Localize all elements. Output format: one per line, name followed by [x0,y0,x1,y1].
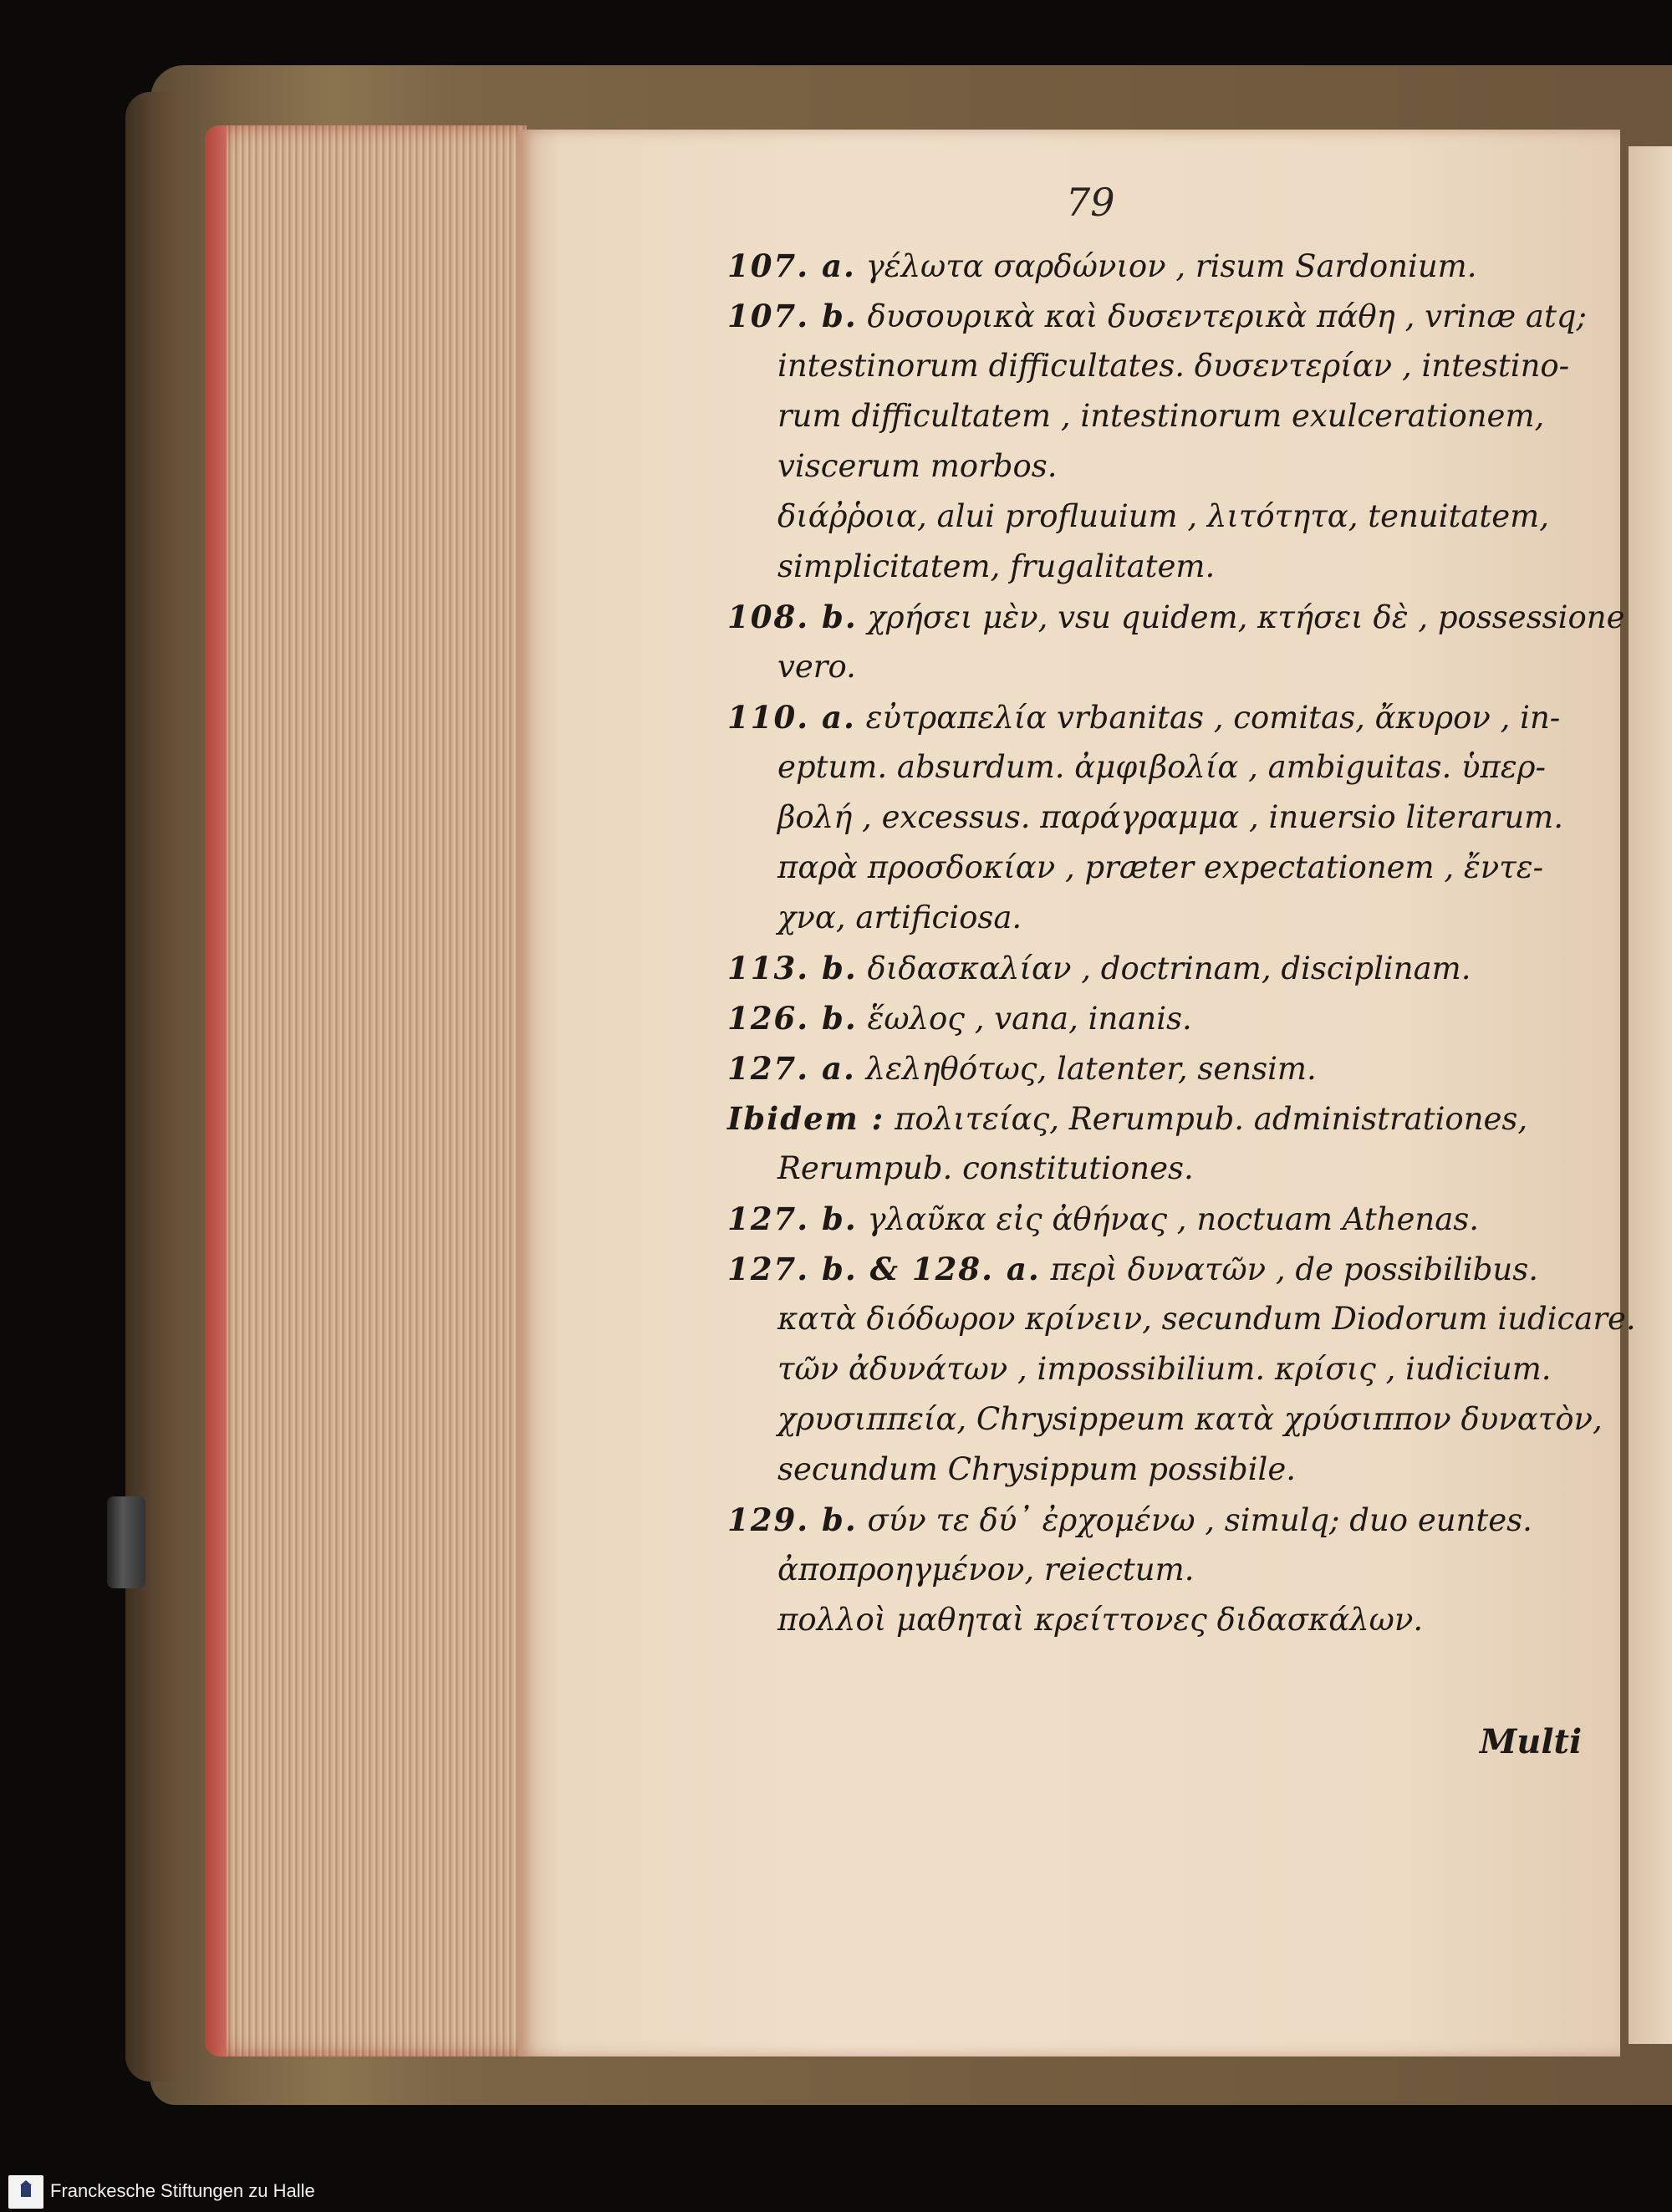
text-line [727,592,1625,642]
text-line [727,943,1580,993]
line-reference: 113. b. [727,950,858,986]
line-reference: Ibidem : [727,1100,885,1137]
text-line [727,1344,1580,1394]
line-text: σύν τε δύ᾽ ἐρχομένω , simulq; duo euntes. [857,1502,1532,1538]
text-line [727,1445,1580,1495]
text-line [727,1093,1580,1144]
line-reference: 107. a. [727,247,856,284]
line-text: χρυσιππεία, Chrysippeum κατὰ χρύσιππον δυνατὸν, [777,1401,1603,1437]
line-text: παρὰ προσδοκίαν , præter expectationem , ἔντε- [777,849,1544,885]
line-text: rum difficultatem , intestinorum exulcerationem, [777,398,1545,434]
line-reference: 129. b. [727,1501,858,1538]
text-line [727,542,1580,592]
line-reference: 127. b. & 128. a. [727,1251,1041,1287]
line-text: περὶ δυνατῶν , de possibilibus. [1040,1251,1538,1287]
text-line [727,1043,1580,1093]
footer-credit: Franckesche Stiftungen zu Halle [50,2180,315,2201]
text-line [727,692,1580,742]
line-text: εὐτραπελία vrbanitas , comitas, ἄκυρον , in- [855,700,1561,736]
line-text: secundum Chrysippum possibile. [777,1451,1297,1487]
line-text: intestinorum difficultates. δυσεντερίαν , intestino- [777,348,1570,384]
line-text: γλαῦκα εἰς ἀθήνας , noctuam Athenas. [857,1201,1480,1237]
line-text: χρήσει μὲν, vsu quidem, κτήσει δὲ , possessione [857,599,1625,635]
facing-page-edge [1629,146,1672,2044]
text-line [727,642,1580,692]
line-text: viscerum morbos. [777,448,1058,484]
text-line [727,1495,1580,1545]
line-text: eptum. absurdum. ἀμφιβολία , ambiguitas. ὑπερ- [777,749,1546,785]
text-line [727,1595,1580,1645]
catchword: Multi [1480,1722,1583,1761]
text-line [727,1194,1580,1244]
franckesche-logo-icon [8,2175,43,2209]
book-clasp [107,1496,145,1588]
line-reference: 107. b. [727,298,858,334]
book-spine [125,92,184,2082]
page-number: 79 [1066,180,1115,225]
page-edges [205,125,527,2057]
text-line [727,441,1580,492]
line-text: χνα, artificiosa. [777,900,1022,935]
line-text: κατὰ διόδωρον κρίνειν, secundum Diodorum iudicare. [777,1301,1636,1337]
page-text [727,241,1636,1645]
text-line [727,742,1580,793]
text-line [727,1394,1603,1445]
line-text: λεληθότως, latenter, sensim. [855,1051,1317,1087]
line-text: διδασκαλίαν , doctrinam, disciplinam. [857,951,1471,986]
line-text: simplicitatem, frugalitatem. [777,548,1216,584]
line-text: δυσουρικὰ καὶ δυσεντερικὰ πάθη , vrinæ atq; [857,298,1587,334]
line-text: ἕωλος , vana, inanis. [857,1001,1192,1037]
footer-bar [0,2170,1672,2212]
text-line [727,241,1580,291]
text-line [727,492,1580,542]
line-reference: 127. a. [727,1050,856,1087]
line-reference: 126. b. [727,1000,858,1037]
line-text: ἀποπροηγμένον, reiectum. [777,1552,1195,1588]
line-text: vero. [777,649,856,685]
line-text: γέλωτα σαρδώνιον , risum Sardonium. [855,248,1477,284]
line-text: πολιτείας, Rerumpub. administrationes, [884,1101,1528,1137]
text-line [727,1545,1580,1595]
line-text: πολλοὶ μαθηταὶ κρείττονες διδασκάλων. [777,1602,1424,1638]
text-line [727,893,1580,943]
text-line [727,843,1580,893]
line-reference: 108. b. [727,599,858,635]
line-reference: 110. a. [727,699,856,736]
line-text: βολή , excessus. παράγραμμα , inuersio literarum. [777,799,1563,835]
text-line [727,1294,1636,1344]
text-line [727,391,1580,441]
text-line [727,291,1587,341]
line-text: διάῤῥοια, alui profluuium , λιτότητα, tenuitatem, [777,498,1550,534]
text-line [727,341,1580,391]
text-line [727,793,1580,843]
text-line [727,1144,1580,1194]
text-line [727,1244,1580,1294]
text-line [727,993,1580,1043]
line-text: τῶν ἀδυνάτων , impossibilium. κρίσις , iudicium. [777,1351,1552,1387]
line-reference: 127. b. [727,1200,858,1237]
line-text: Rerumpub. constitutiones. [777,1150,1194,1186]
